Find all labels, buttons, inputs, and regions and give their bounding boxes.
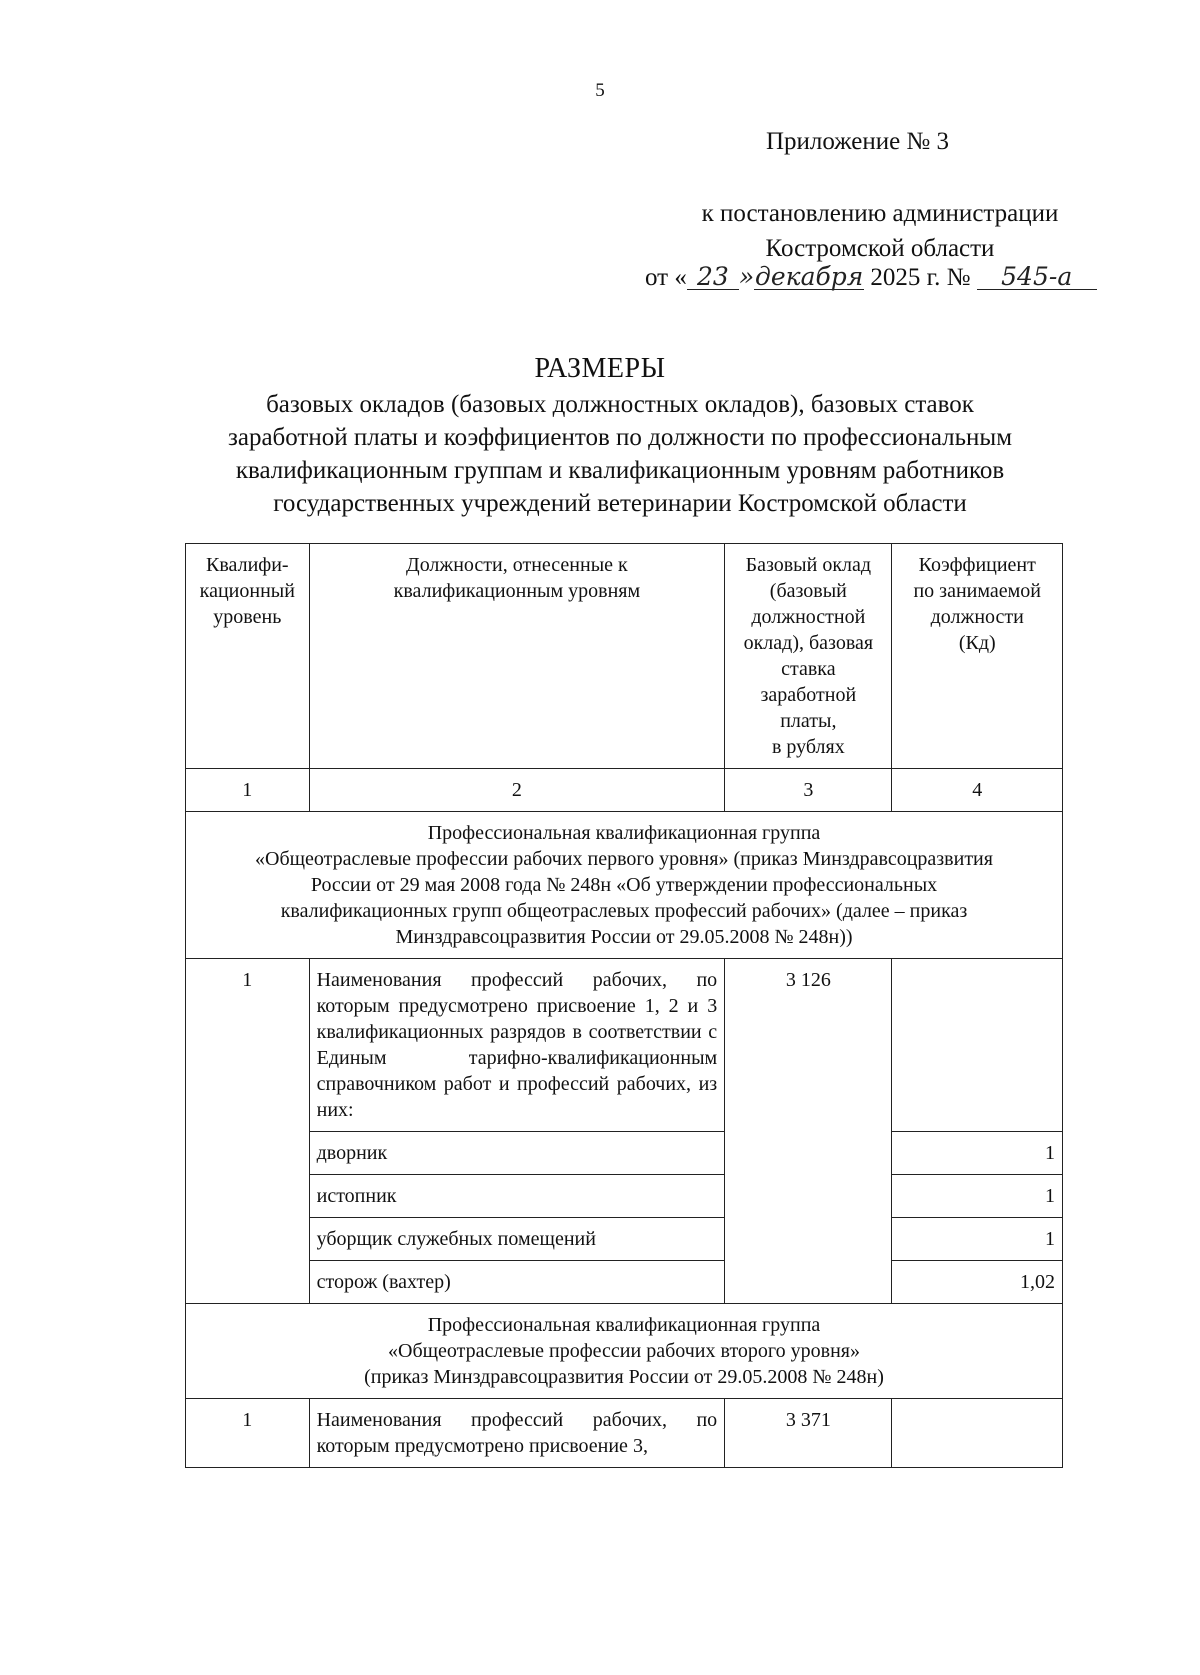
coefficient-cell: 1 <box>892 1175 1063 1218</box>
date-year: 2025 г. № <box>870 264 971 291</box>
date-month-handwritten: декабря <box>755 262 864 291</box>
document-subtitle <box>180 388 1060 520</box>
subtitle-line: государственных учреждений ветеринарии Костромской области <box>273 490 967 517</box>
qualification-level-cell: 1 <box>186 1399 310 1468</box>
table-row <box>186 1175 1063 1218</box>
group-title: Профессиональная квалификационная группа «Общеотраслевые профессии рабочих первого уровня» (приказ Минздравсоцразвития России от 29 мая 2008 года № 248н «Об утверждении профессиональных квалификационных групп общеотраслевых профессий рабочих» (далее – приказ Минздравсоцразвития России от 29.05.2008 № 248н)) <box>186 812 1063 959</box>
table-row <box>186 1218 1063 1261</box>
document-title: РАЗМЕРЫ <box>534 353 666 384</box>
coefficient-cell: 1 <box>892 1218 1063 1261</box>
base-salary-cell: 3 126 <box>725 959 892 1304</box>
page-number: 5 <box>595 80 605 101</box>
table-row <box>186 1261 1063 1304</box>
table-row <box>186 1132 1063 1175</box>
column-number-row <box>186 769 1063 812</box>
date-prefix: от « <box>645 264 687 291</box>
annex-title: Приложение № 3 <box>766 128 950 155</box>
resolution-region: Костромской области <box>765 235 995 262</box>
position-name-cell: истопник <box>309 1175 725 1218</box>
column-number: 3 <box>725 769 892 812</box>
resolution-date-line <box>645 262 1097 292</box>
profession-description-cell: Наименования профессий рабочих, по которым предусмотрено присвоение 1, 2 и 3 квалификационных разрядов в соответствии с Единым тарифно-квалификационным справочником работ и профессий рабочих, из них: <box>309 959 725 1132</box>
subtitle-line: базовых окладов (базовых должностных окладов), базовых ставок <box>266 391 974 418</box>
qualification-level-cell: 1 <box>186 959 310 1304</box>
table-row <box>186 959 1063 1132</box>
salary-table <box>185 543 1063 1468</box>
subtitle-line: заработной платы и коэффициентов по должности по профессиональным <box>227 424 1013 451</box>
group-title: Профессиональная квалификационная группа «Общеотраслевые профессии рабочих второго уровня» (приказ Минздравсоцразвития России от 29.05.2008 № 248н) <box>186 1304 1063 1399</box>
header-qualification-level: Квалифи- кационный уровень <box>186 544 310 769</box>
coefficient-cell: 1,02 <box>892 1261 1063 1304</box>
table-row <box>186 1399 1063 1468</box>
profession-description-cell: Наименования профессий рабочих, по которым предусмотрено присвоение 3, <box>309 1399 725 1468</box>
table-header-row <box>186 544 1063 769</box>
resolution-authority: к постановлению администрации <box>701 200 1059 227</box>
resolution-reference <box>600 196 1160 266</box>
position-name-cell: уборщик служебных помещений <box>309 1218 725 1261</box>
date-day-handwritten: 23 <box>687 265 739 290</box>
group-header-row <box>186 1304 1063 1399</box>
column-number: 1 <box>186 769 310 812</box>
header-positions: Должности, отнесенные к квалификационным уровням <box>309 544 725 769</box>
date-mid: » <box>738 262 755 291</box>
subtitle-line: квалификационным группам и квалификационным уровням работников <box>235 457 1005 484</box>
position-name-cell: дворник <box>309 1132 725 1175</box>
base-salary-cell: 3 371 <box>725 1399 892 1468</box>
resolution-number-handwritten: 545-а <box>977 265 1097 290</box>
coefficient-cell: 1 <box>892 1132 1063 1175</box>
coefficient-cell <box>892 1399 1063 1468</box>
position-name-cell: сторож (вахтер) <box>309 1261 725 1304</box>
column-number: 4 <box>892 769 1063 812</box>
header-coefficient: Коэффициент по занимаемой должности (Кд) <box>892 544 1063 769</box>
coefficient-cell <box>892 959 1063 1132</box>
header-base-salary: Базовый оклад (базовый должностной оклад), базовая ставка заработной платы, в рублях <box>725 544 892 769</box>
column-number: 2 <box>309 769 725 812</box>
group-header-row <box>186 812 1063 959</box>
